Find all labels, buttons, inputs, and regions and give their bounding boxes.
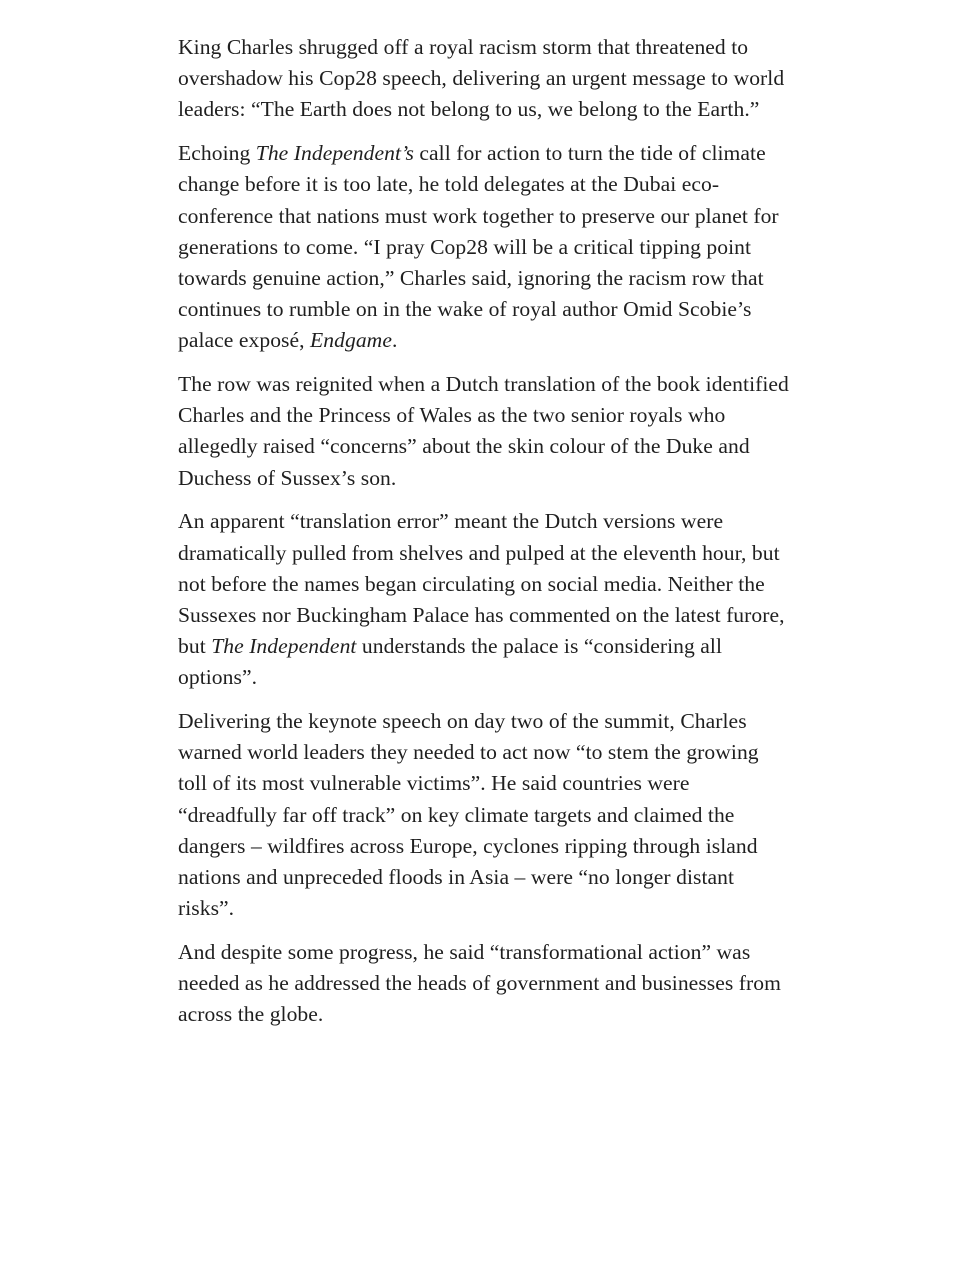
paragraph-text: An apparent “translation error” meant the Dutch versions were dramatically pulled from shelves and pulped at the eleventh hour, but not before the names began circulating on social media. Neither the Sussexes nor Buckingham Palace has commented on the latest furore, but — [178, 509, 785, 659]
paragraph-text: Delivering the keynote speech on day two of the summit, Charles warned world leaders they needed to act now “to stem the growing toll of its most vulnerable victims”. He said countries were “dreadfully far off track” on key climate targets and claimed the dangers – wildfires across Europe, cyclones ripping through island nations and unpreceded floods in Asia – were “no longer distant risks”. — [178, 709, 759, 921]
article-paragraph — [178, 706, 790, 924]
article-paragraph — [178, 138, 790, 356]
publication-name: The Independent — [211, 634, 357, 659]
article-paragraph — [178, 937, 790, 1031]
paragraph-text: understands the palace is “considering all options”. — [178, 634, 722, 690]
article-paragraph — [178, 506, 790, 693]
paragraph-text: And despite some progress, he said “transformational action” was needed as he addressed the heads of government and businesses from across the globe. — [178, 939, 781, 1027]
article-paragraph — [178, 32, 790, 126]
paragraph-text: King Charles shrugged off a royal racism storm that threatened to overshadow his Cop28 speech, delivering an urgent message to world leaders: “The Earth does not belong to us, we belong to the Earth.” — [178, 35, 785, 122]
paragraph-text: Echoing — [178, 141, 256, 166]
paragraph-text: . — [391, 328, 398, 353]
book-title: Endgame — [310, 328, 392, 353]
article-body — [178, 32, 790, 1043]
article-paragraph — [178, 369, 790, 494]
paragraph-text: call for action to turn the tide of climate change before it is too late, he told delegates at the Dubai eco-conference that nations must work together to preserve our planet for generations to come. “I pray Cop28 will be a critical tipping point towards genuine action,” Charles said, ignoring the racism row that continues to rumble on in the wake of royal author Omid Scobie’s palace exposé, — [178, 141, 779, 353]
paragraph-text: The row was reignited when a Dutch translation of the book identified Charles and the Princess of Wales as the two senior royals who allegedly raised “concerns” about the skin colour of the Duke and Duchess of Sussex’s son. — [178, 372, 789, 490]
publication-name: The Independent’s — [255, 141, 414, 166]
